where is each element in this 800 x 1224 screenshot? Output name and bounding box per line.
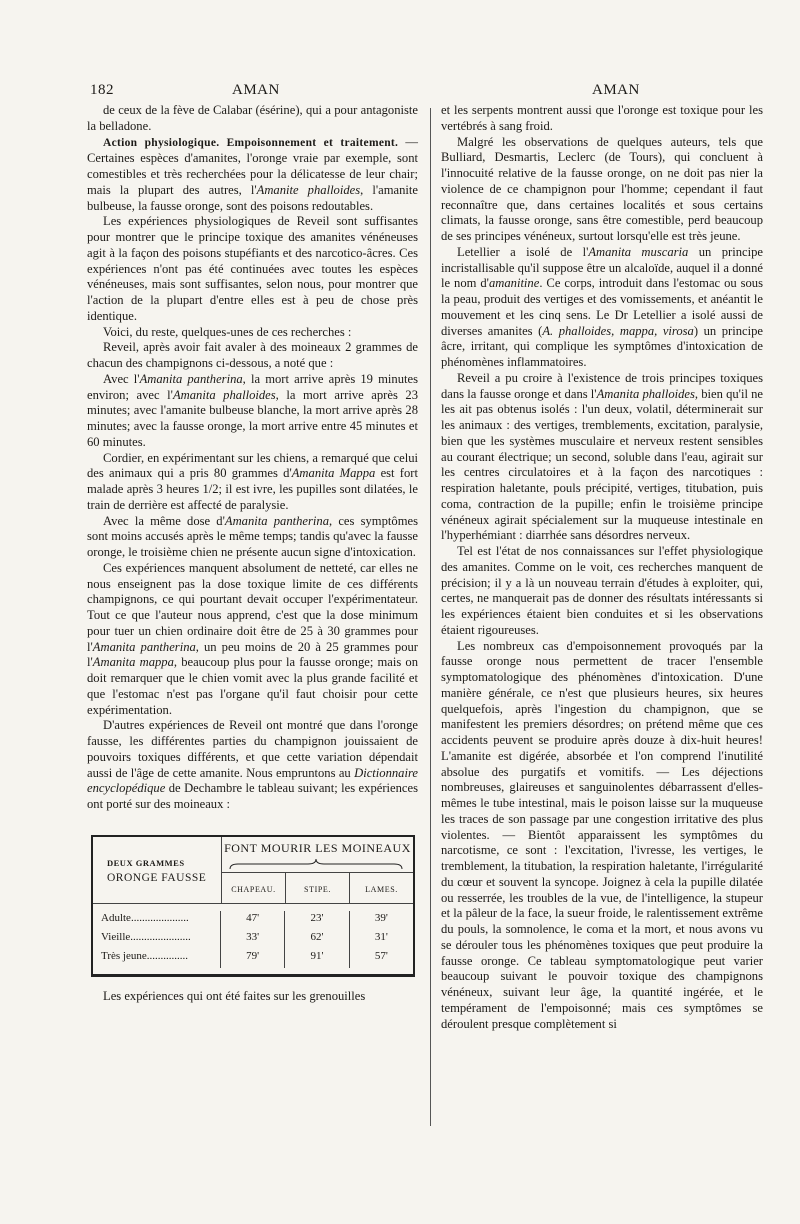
italic-term: Amanita pantherina bbox=[139, 371, 243, 386]
table-subheaders bbox=[222, 872, 413, 903]
table-header bbox=[93, 837, 413, 904]
table-row-header-line2: ORONGE FAUSSE bbox=[107, 871, 207, 884]
column-divider bbox=[430, 108, 431, 1126]
text-run: Reveil a pu croire à l'existence de trois principes toxiques dans la fausse oronge et dans l' bbox=[441, 370, 763, 401]
table-cell: 31' bbox=[374, 930, 388, 943]
table-group-header bbox=[222, 837, 413, 872]
table-cell: 79' bbox=[221, 949, 285, 968]
italic-term: Amanita mappa bbox=[92, 655, 174, 670]
text-run: Les nombreux cas d'empoisonnement provoqués par la fausse oronge nous permettent de tracer l'ensemble symptomatologique des phénomènes d'intoxication. D'une manière générale, ce n'est que plusieurs heures, six heures quelquefois, après l'ingestion du champignon, que se manifestent les premiers désordres; on prétend même que ces accidents peuvent se produire après douze à dix-huit heures! L'amanite est digérée, absorbée et l'on comprend l'inutilité absolue des purgatifs et vomitifs. — Les déjections nombreuses, glaireuses et sanguinolentes débarrassent d'elles-mêmes le tube intestinal, mais le poison laisse sur la muqueuse les traces de son passage par une congestion irritative des plus violentes. — Bientôt apparaissent les symptômes du narcotisme, ce sont : l'excitation, l'ivresse, les vertiges, le tremblement, la titubation, la respiration haletante, l'irrégularité du cœur et souvent la syncope. Joignez à cela la pupille dilatée ou resserrée, les troubles de la vue, de l'intelligence, la stupeur et la pâleur de la face, la sueur froide, le ralentissement extrême du pouls, la somnolence, le coma et la mort, et nous avons vu se dérouler tous les phénomènes toxiques que peut produire la fausse oronge. Ce tableau symptomatologique peut varier beaucoup suivant le pouvoir toxique des champignons vénéneux, suivant leur âge, la quantité ingérée, et le tempérament de l'empoisonné; mais ces symptômes se déroulent presque complètement si bbox=[441, 638, 763, 1031]
table-row bbox=[93, 930, 413, 949]
paragraph bbox=[87, 718, 418, 813]
left-paragraphs bbox=[87, 103, 418, 813]
table-row-header-line1: DEUX GRAMMES bbox=[107, 857, 185, 868]
paragraph bbox=[441, 639, 763, 1033]
text-run: Avec l' bbox=[103, 371, 140, 386]
paragraph bbox=[87, 451, 418, 514]
text-run: , bien qu'il ne les ait pas obtenus isolés : l'un deux, volatil, déterminerait sur les animaux : des vertiges, tremblements, excitation, paralysie, bien que les systèmes musculaire et nerveux restent sensibles au courant électrique; un second, soluble dans l'eau, agirait sur les centres circulatoires et à la façon des narcotiques : respiration haletante, pouls précipité, vertiges, titubation, puis coma, contraction de la pupille; enfin le troisième principe vénéneux agirait spécialement sur la muqueuse intestinale en l'hyperhémiant : diarrhée sans désordres nerveux. bbox=[441, 386, 764, 543]
paragraph bbox=[87, 325, 418, 341]
paragraph bbox=[87, 103, 418, 135]
paragraph bbox=[441, 544, 763, 639]
paragraph bbox=[441, 103, 763, 135]
text-run: Avec la même dose d' bbox=[103, 513, 225, 528]
italic-term: Amanita muscaria bbox=[588, 244, 689, 259]
text-run: , beaucoup plus pour la fausse oronge; mais on doit remarquer que le chien vomit avec la plus grande facilité et que l'estomac n'est pas l'organe qu'il faut choisir pour cette expérimentation. bbox=[87, 655, 419, 717]
text-run: Cordier, en expérimentant sur les chiens, a remarqué que celui des animaux qui a pris 80 grammes d' bbox=[87, 450, 418, 481]
paragraph bbox=[441, 371, 763, 544]
table-group-header-text: FONT MOURIR LES MOINEAUX bbox=[224, 840, 411, 855]
paragraph bbox=[87, 135, 418, 215]
italic-term: Amanite phalloides bbox=[256, 182, 361, 197]
running-head-right: AMAN bbox=[592, 82, 640, 98]
text-run: , la mort arrive après 23 minutes; avec l'amanite bulbeuse blanche, la mort arrive après 28 minutes; avec la fausse oronge, la mort arrive entre 45 minutes et 60 minutes. bbox=[87, 387, 419, 449]
table-row bbox=[93, 949, 413, 968]
table-cell: 62' bbox=[285, 930, 349, 949]
italic-term: Amanita phalloides bbox=[172, 387, 276, 402]
text-run: et les serpents montrent aussi que l'oronge est toxique pour les vertébrés à sang froid. bbox=[441, 103, 763, 133]
italic-term: Amanita pantherina bbox=[224, 513, 330, 528]
italic-term: A. phalloides, mappa, virosa bbox=[542, 323, 694, 338]
table-col-chapeau: CHAPEAU. bbox=[231, 884, 276, 894]
table-cell: 57' bbox=[374, 949, 388, 962]
paragraph bbox=[87, 214, 418, 324]
text-run: — Certaines espèces d'amanites, l'oronge vraie par exemple, sont comestibles et très recherchées pour la délicatesse de leur chair; mais la plupart des autres, l' bbox=[87, 134, 418, 197]
section-heading: Action physiologique. Empoisonnement et traitement. bbox=[103, 136, 399, 149]
text-run: Tel est l'état de nos connaissances sur l'effet physiologique des amanites. Comme on le voit, ces recherches manquent de précision; il y a là un nouveau terrain d'études à exploiter, qui, certes, ne manquerait pas de donner des résultats intéressants si les expériences étaient bien conduites et si les observations étaient rigoureuses. bbox=[441, 544, 763, 637]
paragraph bbox=[87, 561, 418, 719]
paragraph bbox=[87, 514, 418, 561]
text-run: , l'amanite bulbeuse, la fausse oronge, sont des poisons redoutables. bbox=[87, 182, 418, 213]
text-run: de Dechambre le tableau suivant; les expériences ont porté sur des moineaux : bbox=[87, 781, 418, 811]
italic-term: Dictionnaire encyclopédique bbox=[87, 765, 418, 796]
text-run: Letellier a isolé de l' bbox=[457, 244, 589, 259]
table-cell: 39' bbox=[374, 911, 388, 924]
text-run: , la mort arrive après 19 minutes environ; avec l' bbox=[87, 371, 418, 402]
text-run: , un peu moins de 20 à 25 grammes pour l' bbox=[87, 639, 418, 670]
table-col-lames: LAMES. bbox=[349, 873, 413, 903]
text-run: Malgré les observations de quelques auteurs, tels que Bulliard, Desmartis, Leclerc (de Tours), qui concluent à l'innocuité relative de la fausse oronge, on ne doit pas nier la violence de ce champignon pour l'homme; cependant il faut reconnaître que, dans certaines localités et sous certains climats, la fausse oronge, sans être comestible, perd beaucoup de ses principes vénéneux, surtout lorsqu'elle est très jeune. bbox=[441, 134, 763, 243]
italic-term: Amanita pantherina bbox=[92, 639, 196, 654]
paragraph bbox=[441, 135, 763, 245]
text-run: Reveil, après avoir fait avaler à des moineaux 2 grammes de chacun des champignons ci-dessous, a noté que : bbox=[87, 340, 418, 370]
text-run: Ces expériences manquent absolument de netteté, car elles ne nous enseignent pas la dose toxique limite de ces différents champignons, ce qui pourtant devait occuper l'expérimentateur. Tout ce que l'auteur nous apprend, c'est que la dose minimum pour tuer un chien ordinaire doit être de 25 à 30 grammes pour l' bbox=[87, 560, 418, 654]
right-paragraphs bbox=[441, 103, 763, 1032]
table-row bbox=[93, 911, 413, 930]
table-row-label: Adulte..................... bbox=[93, 911, 221, 930]
page-number: 182 bbox=[90, 82, 114, 98]
text-run: , ces symptômes sont moins accusés après le même temps; tandis qu'avec la fausse oronge, le troisième chien ne présente aucun signe d'intoxication. bbox=[87, 513, 418, 559]
toxicity-table bbox=[91, 835, 415, 977]
text-run: ) un principe âcre, irritant, qui complique les symptômes d'intoxication de phénomènes inflammatoires. bbox=[441, 323, 763, 369]
text-run: un principe incristallisable qu'il suppose être un alcaloïde, auquel il a donné le nom d' bbox=[441, 244, 763, 291]
italic-term: amanitine bbox=[488, 276, 540, 291]
table-row-header bbox=[93, 837, 222, 903]
paragraph bbox=[87, 372, 418, 451]
table-cell: 91' bbox=[285, 949, 349, 968]
table-cell: 33' bbox=[221, 930, 285, 949]
text-run: de ceux de la fève de Calabar (ésérine), qui a pour antagoniste la belladone. bbox=[87, 103, 418, 133]
text-run: D'autres expériences de Reveil ont montré que dans l'oronge fausse, les différentes parties du champignon jouissaient de pouvoirs toxiques différents, et que cette variation dépendait aussi de l'âge de cette amanite. Nous empruntons au bbox=[87, 718, 418, 780]
brace-icon bbox=[228, 857, 404, 871]
table-body bbox=[93, 904, 413, 974]
left-column bbox=[87, 103, 418, 1005]
table-column-headers bbox=[222, 837, 413, 903]
table-col-stipe: STIPE. bbox=[285, 873, 349, 903]
right-column bbox=[441, 103, 763, 1032]
running-head-left: AMAN bbox=[232, 82, 280, 98]
text-run: Voici, du reste, quelques-unes de ces recherches : bbox=[103, 324, 352, 339]
table-row-label: Très jeune............... bbox=[93, 949, 221, 968]
table-row-label: Vieille...................... bbox=[93, 930, 221, 949]
text-run: Les expériences physiologiques de Reveil sont suffisantes pour montrer que le principe toxique des amanites vénéneuses agit à la façon des poisons stupéfiants et des narcotico-âcres. Ces expériences n'ont pas été continuées avec toutes les espèces vénéneuses, mais sont suffisantes, selon nous, pour montrer que l'action de la plupart d'entre elles est à peu de chose près identique. bbox=[87, 214, 418, 323]
text-run: est fort malade après 3 heures 1/2; il est ivre, les pupilles sont dilatées, le train de derrière est affecté de paralysie. bbox=[87, 466, 418, 512]
paragraph bbox=[87, 340, 418, 372]
paragraph bbox=[441, 245, 763, 371]
paragraph-after-table: Les expériences qui ont été faites sur les grenouilles bbox=[103, 988, 366, 1003]
table-cell: 47' bbox=[221, 911, 285, 930]
table-cell: 23' bbox=[285, 911, 349, 930]
text-run: . Ce corps, introduit dans l'estomac ou sous la peau, produit des vertiges et des vomissements, et anéantit le mouvement et les cinq sens. Le Dr Letellier a isolé aussi de diverses amanites ( bbox=[441, 276, 764, 338]
italic-term: Amanita phalloides bbox=[596, 386, 695, 401]
italic-term: Amanita Mappa bbox=[291, 466, 376, 481]
